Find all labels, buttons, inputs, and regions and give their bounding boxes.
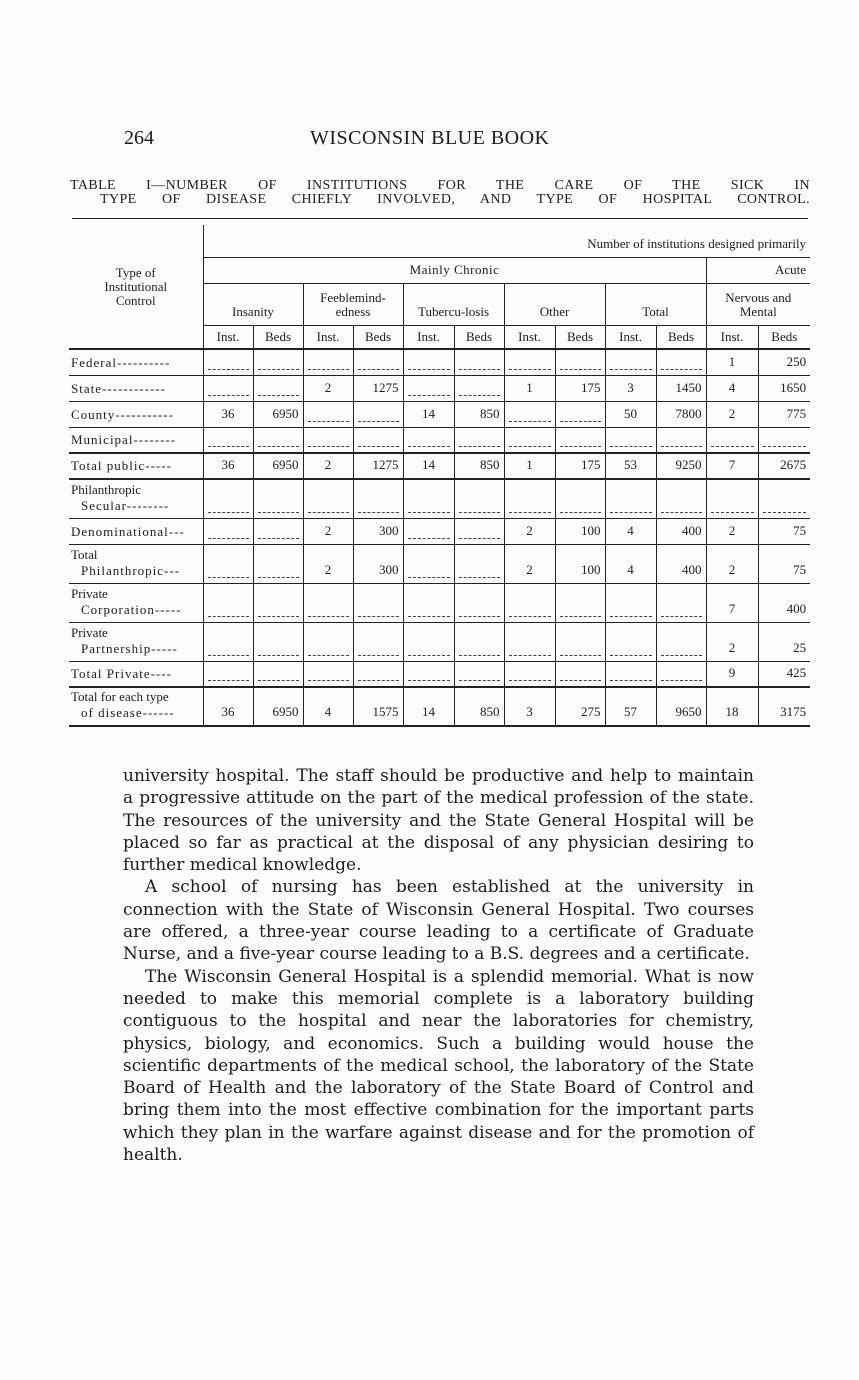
beds-cell: 400 bbox=[758, 583, 810, 622]
beds-cell: 3175 bbox=[758, 687, 810, 726]
empty-cell bbox=[303, 622, 353, 661]
beds-cell: 250 bbox=[758, 349, 810, 375]
empty-cell bbox=[555, 427, 605, 453]
inst-cell: 9 bbox=[706, 661, 758, 687]
empty-cell bbox=[253, 427, 303, 453]
empty-cell bbox=[454, 479, 504, 518]
inst-cell: 1 bbox=[504, 453, 555, 479]
beds-cell: 400 bbox=[656, 518, 706, 544]
empty-cell bbox=[605, 479, 656, 518]
row-label-text: Total public bbox=[71, 458, 146, 473]
beds-cell: 275 bbox=[555, 687, 605, 726]
empty-cell bbox=[454, 544, 504, 583]
inst-cell: 2 bbox=[706, 622, 758, 661]
row-label-line: Total public----- bbox=[71, 458, 172, 473]
stub-header: Type of Institutional Control bbox=[69, 225, 203, 349]
beds-cell: 9650 bbox=[656, 687, 706, 726]
row-label-text: Federal bbox=[71, 354, 117, 370]
beds-cell: 100 bbox=[555, 544, 605, 583]
row-label bbox=[69, 518, 203, 544]
beds-cell: 1275 bbox=[353, 453, 403, 479]
empty-cell bbox=[656, 349, 706, 375]
empty-cell bbox=[454, 661, 504, 687]
inst-cell: 4 bbox=[706, 375, 758, 401]
paragraph-1: university hospital. The staff should be productive and help to maintain a progressive attitude on the part of the medical profession of the state. The resources of the university and the State General Hospital will be placed so far as practical at the disposal of any physician desiring to further medical knowledge. bbox=[123, 766, 754, 876]
row-label-line: Private bbox=[71, 624, 108, 640]
beds-cell: 2675 bbox=[758, 453, 810, 479]
empty-cell bbox=[504, 401, 555, 427]
paragraph-2: A school of nursing has been established at the university in connection with the State of Wisconsin General Hospital. Two courses are offered, a three-year course leading to a certificate of Graduate Nurse, and a five-year course leading to a B.S. degrees and a certificate. bbox=[123, 877, 754, 965]
table-row bbox=[69, 479, 810, 518]
inst-cell: 50 bbox=[605, 401, 656, 427]
empty-cell bbox=[605, 583, 656, 622]
table-row bbox=[69, 401, 810, 427]
beds-cell: 1275 bbox=[353, 375, 403, 401]
category-header: Tubercu-losis bbox=[403, 283, 504, 325]
subheader-inst: Inst. bbox=[706, 325, 758, 349]
subheader-beds: Beds bbox=[253, 325, 303, 349]
beds-cell: 175 bbox=[555, 375, 605, 401]
caption-line-1: TABLE I—NUMBER OF INSTITUTIONS FOR THE CARE OF THE SICK IN bbox=[70, 178, 810, 193]
empty-cell bbox=[454, 349, 504, 375]
beds-cell: 850 bbox=[454, 453, 504, 479]
empty-cell bbox=[403, 544, 454, 583]
subheader-beds: Beds bbox=[555, 325, 605, 349]
table-row bbox=[69, 622, 810, 661]
inst-cell: 53 bbox=[605, 453, 656, 479]
empty-cell bbox=[253, 583, 303, 622]
empty-cell bbox=[454, 622, 504, 661]
row-label-line: Denominational--- bbox=[71, 523, 185, 539]
row-label-line: Total for each type bbox=[71, 689, 169, 704]
row-label-line: of disease------ bbox=[81, 705, 175, 720]
empty-cell bbox=[353, 661, 403, 687]
empty-cell bbox=[203, 622, 253, 661]
beds-cell: 775 bbox=[758, 401, 810, 427]
empty-cell bbox=[203, 518, 253, 544]
beds-cell: 400 bbox=[656, 544, 706, 583]
inst-cell: 36 bbox=[203, 401, 253, 427]
table-top-rule bbox=[72, 218, 808, 219]
empty-cell bbox=[758, 479, 810, 518]
inst-cell: 4 bbox=[605, 544, 656, 583]
inst-cell: 3 bbox=[504, 687, 555, 726]
empty-cell bbox=[353, 401, 403, 427]
row-label-text: Partnership bbox=[81, 640, 152, 656]
inst-cell: 7 bbox=[706, 453, 758, 479]
top-header: Number of institutions designed primarily bbox=[203, 225, 810, 257]
category-header: Nervous and Mental bbox=[706, 283, 810, 325]
subheader-inst: Inst. bbox=[403, 325, 454, 349]
beds-cell: 175 bbox=[555, 453, 605, 479]
empty-cell bbox=[656, 479, 706, 518]
row-label bbox=[69, 427, 203, 453]
beds-cell: 7800 bbox=[656, 401, 706, 427]
row-label-text: Corporation bbox=[81, 601, 155, 617]
empty-cell bbox=[303, 479, 353, 518]
row-label bbox=[69, 375, 203, 401]
table-row bbox=[69, 349, 810, 375]
table-row bbox=[69, 544, 810, 583]
empty-cell bbox=[605, 622, 656, 661]
empty-cell bbox=[706, 479, 758, 518]
empty-cell bbox=[303, 427, 353, 453]
beds-cell: 100 bbox=[555, 518, 605, 544]
empty-cell bbox=[403, 479, 454, 518]
row-label-text: State bbox=[71, 380, 102, 396]
category-header: Feeblemind-edness bbox=[303, 283, 403, 325]
empty-cell bbox=[253, 375, 303, 401]
empty-cell bbox=[504, 622, 555, 661]
subheader-beds: Beds bbox=[656, 325, 706, 349]
inst-cell: 2 bbox=[504, 544, 555, 583]
empty-cell bbox=[403, 661, 454, 687]
row-label-line: Federal---------- bbox=[71, 354, 171, 370]
row-label bbox=[69, 583, 203, 622]
empty-cell bbox=[303, 583, 353, 622]
inst-cell: 4 bbox=[605, 518, 656, 544]
empty-cell bbox=[253, 479, 303, 518]
institutions-table bbox=[69, 225, 810, 727]
row-label-line: Private bbox=[71, 585, 108, 601]
empty-cell bbox=[504, 349, 555, 375]
empty-cell bbox=[605, 661, 656, 687]
empty-cell bbox=[353, 479, 403, 518]
empty-cell bbox=[504, 583, 555, 622]
beds-cell: 1575 bbox=[353, 687, 403, 726]
empty-cell bbox=[504, 661, 555, 687]
empty-cell bbox=[656, 661, 706, 687]
empty-cell bbox=[403, 518, 454, 544]
beds-cell: 6950 bbox=[253, 687, 303, 726]
empty-cell bbox=[253, 544, 303, 583]
empty-cell bbox=[403, 349, 454, 375]
inst-cell: 1 bbox=[706, 349, 758, 375]
empty-cell bbox=[403, 375, 454, 401]
table-row bbox=[69, 375, 810, 401]
empty-cell bbox=[656, 583, 706, 622]
empty-cell bbox=[203, 349, 253, 375]
empty-cell bbox=[353, 622, 403, 661]
row-label-text: Denominational bbox=[71, 523, 169, 539]
beds-cell: 9250 bbox=[656, 453, 706, 479]
empty-cell bbox=[454, 518, 504, 544]
beds-cell: 75 bbox=[758, 544, 810, 583]
row-label-line: Total Private---- bbox=[71, 666, 172, 681]
empty-cell bbox=[555, 479, 605, 518]
empty-cell bbox=[504, 479, 555, 518]
row-label bbox=[69, 661, 203, 687]
row-label-line: Partnership----- bbox=[81, 640, 178, 656]
beds-cell: 25 bbox=[758, 622, 810, 661]
empty-cell bbox=[253, 661, 303, 687]
empty-cell bbox=[303, 401, 353, 427]
beds-cell: 1450 bbox=[656, 375, 706, 401]
row-label-text: Philanthropic bbox=[81, 562, 165, 578]
inst-cell: 2 bbox=[706, 518, 758, 544]
empty-cell bbox=[706, 427, 758, 453]
beds-cell: 75 bbox=[758, 518, 810, 544]
beds-cell: 850 bbox=[454, 401, 504, 427]
empty-cell bbox=[203, 479, 253, 518]
row-label-text: County bbox=[71, 406, 116, 422]
empty-cell bbox=[555, 401, 605, 427]
empty-cell bbox=[253, 518, 303, 544]
empty-cell bbox=[203, 544, 253, 583]
row-label-line: Secular-------- bbox=[81, 497, 170, 513]
beds-cell: 1650 bbox=[758, 375, 810, 401]
row-label-line: State------------ bbox=[71, 380, 166, 396]
row-label-line: Corporation----- bbox=[81, 601, 182, 617]
beds-cell: 300 bbox=[353, 544, 403, 583]
row-label-text: of disease bbox=[81, 705, 143, 720]
row-label-text: Total Private bbox=[71, 666, 151, 681]
subheader-inst: Inst. bbox=[605, 325, 656, 349]
beds-cell: 6950 bbox=[253, 453, 303, 479]
group-chronic: Mainly Chronic bbox=[203, 257, 706, 283]
row-label-line: Philanthropic--- bbox=[81, 562, 181, 578]
inst-cell: 14 bbox=[403, 453, 454, 479]
empty-cell bbox=[253, 349, 303, 375]
page-number: 264 bbox=[124, 127, 154, 149]
subheader-inst: Inst. bbox=[203, 325, 253, 349]
inst-cell: 36 bbox=[203, 687, 253, 726]
empty-cell bbox=[353, 427, 403, 453]
row-label-line: Municipal-------- bbox=[71, 432, 177, 447]
caption-line-2: TYPE OF DISEASE CHIEFLY INVOLVED, AND TYPE OF HOSPITAL CONTROL. bbox=[100, 192, 810, 207]
empty-cell bbox=[203, 375, 253, 401]
empty-cell bbox=[203, 427, 253, 453]
inst-cell: 2 bbox=[303, 544, 353, 583]
running-title: WISCONSIN BLUE BOOK bbox=[310, 127, 550, 149]
inst-cell: 2 bbox=[504, 518, 555, 544]
row-label bbox=[69, 401, 203, 427]
row-label bbox=[69, 453, 203, 479]
empty-cell bbox=[758, 427, 810, 453]
body-text bbox=[123, 765, 754, 1166]
row-label bbox=[69, 622, 203, 661]
inst-cell: 14 bbox=[403, 401, 454, 427]
beds-cell: 425 bbox=[758, 661, 810, 687]
inst-cell: 7 bbox=[706, 583, 758, 622]
empty-cell bbox=[555, 583, 605, 622]
empty-cell bbox=[353, 349, 403, 375]
inst-cell: 18 bbox=[706, 687, 758, 726]
empty-cell bbox=[253, 622, 303, 661]
category-header: Other bbox=[504, 283, 605, 325]
empty-cell bbox=[555, 622, 605, 661]
beds-cell: 850 bbox=[454, 687, 504, 726]
subheader-beds: Beds bbox=[758, 325, 810, 349]
inst-cell: 3 bbox=[605, 375, 656, 401]
row-label-line: County----------- bbox=[71, 406, 174, 422]
row-label-line: Total bbox=[71, 546, 98, 562]
row-label bbox=[69, 687, 203, 726]
empty-cell bbox=[454, 375, 504, 401]
table-row bbox=[69, 687, 810, 726]
empty-cell bbox=[454, 583, 504, 622]
subheader-inst: Inst. bbox=[504, 325, 555, 349]
inst-cell: 2 bbox=[706, 544, 758, 583]
subheader-beds: Beds bbox=[353, 325, 403, 349]
table-caption bbox=[70, 179, 810, 207]
inst-cell: 2 bbox=[706, 401, 758, 427]
inst-cell: 36 bbox=[203, 453, 253, 479]
empty-cell bbox=[303, 349, 353, 375]
row-label bbox=[69, 349, 203, 375]
table-row bbox=[69, 583, 810, 622]
empty-cell bbox=[605, 349, 656, 375]
empty-cell bbox=[203, 661, 253, 687]
inst-cell: 1 bbox=[504, 375, 555, 401]
empty-cell bbox=[656, 622, 706, 661]
inst-cell: 14 bbox=[403, 687, 454, 726]
empty-cell bbox=[555, 661, 605, 687]
paragraph-3: The Wisconsin General Hospital is a splendid memorial. What is now needed to make this memorial complete is a laboratory building contiguous to the hospital and near the laboratories for chemistry, physics, biology, and economics. Such a building would house the scientific departments of the medical school, the laboratory of the State Board of Health and the laboratory of the State Board of Control and bring them into the most effective combination for the important parts which they plan in the warfare against disease and for the promotion of health. bbox=[123, 966, 754, 1166]
table-row bbox=[69, 661, 810, 687]
category-header: Total bbox=[605, 283, 706, 325]
beds-cell: 300 bbox=[353, 518, 403, 544]
empty-cell bbox=[203, 583, 253, 622]
subheader-inst: Inst. bbox=[303, 325, 353, 349]
table-row bbox=[69, 427, 810, 453]
empty-cell bbox=[403, 622, 454, 661]
empty-cell bbox=[504, 427, 555, 453]
group-acute: Acute bbox=[706, 257, 810, 283]
inst-cell: 2 bbox=[303, 375, 353, 401]
table-row bbox=[69, 518, 810, 544]
empty-cell bbox=[403, 427, 454, 453]
row-label-text: Secular bbox=[81, 497, 127, 513]
row-label bbox=[69, 544, 203, 583]
inst-cell: 2 bbox=[303, 518, 353, 544]
empty-cell bbox=[353, 583, 403, 622]
row-label bbox=[69, 479, 203, 518]
row-label-line: Philanthropic bbox=[71, 481, 142, 497]
empty-cell bbox=[403, 583, 454, 622]
row-label-text: Municipal bbox=[71, 432, 134, 447]
empty-cell bbox=[656, 427, 706, 453]
empty-cell bbox=[454, 427, 504, 453]
beds-cell: 6950 bbox=[253, 401, 303, 427]
inst-cell: 4 bbox=[303, 687, 353, 726]
empty-cell bbox=[303, 661, 353, 687]
table-row bbox=[69, 453, 810, 479]
category-header: Insanity bbox=[203, 283, 303, 325]
empty-cell bbox=[605, 427, 656, 453]
subheader-beds: Beds bbox=[454, 325, 504, 349]
empty-cell bbox=[555, 349, 605, 375]
inst-cell: 57 bbox=[605, 687, 656, 726]
inst-cell: 2 bbox=[303, 453, 353, 479]
